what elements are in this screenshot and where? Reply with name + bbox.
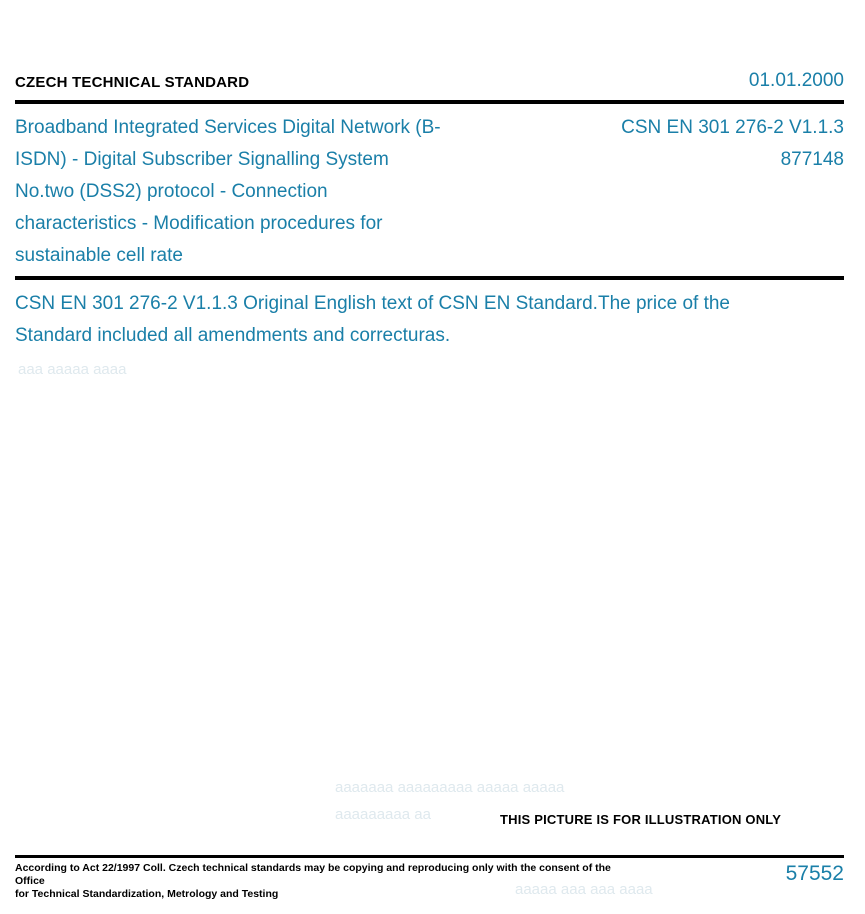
document-reference: CSN EN 301 276-2 V1.1.3	[621, 117, 844, 138]
footer	[15, 862, 844, 901]
abstract-text: CSN EN 301 276-2 V1.1.3 Original English text of CSN EN Standard.The price of the Standard included all amendments and correcturas.	[15, 293, 730, 346]
document-reference-block	[621, 112, 844, 176]
illustration-notice: THIS PICTURE IS FOR ILLUSTRATION ONLY	[500, 812, 782, 827]
footer-legal-line-2: for Technical Standardization, Metrology and Testing	[15, 888, 279, 900]
publication-date: 01.01.2000	[748, 70, 844, 91]
document-order-number: 877148	[780, 149, 844, 170]
document-title: Broadband Integrated Services Digital Network (B-ISDN) - Digital Subscriber Signalling System No.two (DSS2) protocol - Connection characteristics - Modification procedures for sustainable cell rate	[15, 117, 441, 266]
footer-legal-line-1: According to Act 22/1997 Coll. Czech technical standards may be copying and reproducing only with the consent of the Office	[15, 862, 611, 887]
footer-legal-text	[15, 862, 615, 901]
footer-divider	[15, 855, 844, 858]
footer-catalog-number: 57552	[785, 862, 844, 885]
standard-type-label: CZECH TECHNICAL STANDARD	[15, 74, 250, 91]
ghost-text-c: aaaaaaaaa aa	[335, 806, 431, 823]
header	[15, 70, 844, 92]
ghost-text-d: aaaaa aaa aaa aaaa	[515, 881, 653, 898]
ghost-text-b: aaaaaaa aaaaaaaaa aaaaa aaaaa	[335, 779, 565, 796]
header-divider	[15, 100, 844, 104]
title-block	[15, 112, 844, 272]
ghost-text-a: aaa aaaaa aaaa	[18, 361, 127, 378]
title-divider	[15, 276, 844, 280]
